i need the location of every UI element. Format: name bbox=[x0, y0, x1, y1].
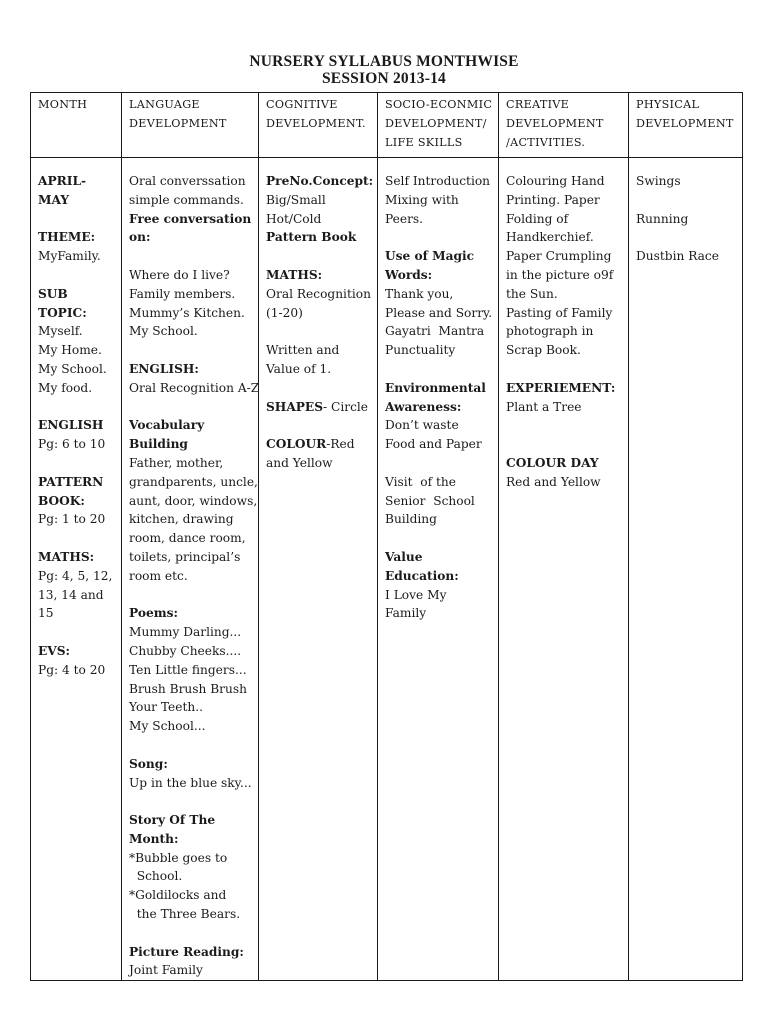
column-header-language-development bbox=[122, 93, 259, 158]
cell-spacer bbox=[38, 210, 115, 229]
cell-line: aunt, door, windows, bbox=[129, 493, 258, 508]
cell-line: Senior School bbox=[385, 493, 475, 508]
cell-line: 15 bbox=[38, 606, 54, 621]
cognitive-development-cell bbox=[259, 158, 378, 981]
cell-line: Pasting of Family bbox=[506, 305, 613, 320]
cell-line: Father, mother, bbox=[129, 455, 224, 470]
cell-line: *Bubble goes to bbox=[129, 850, 228, 865]
cell-line: Dustbin Race bbox=[636, 249, 719, 264]
column-header-line: DEVELOPMENT. bbox=[266, 117, 366, 130]
cell-line: (1-20) bbox=[266, 305, 303, 320]
cell-spacer bbox=[506, 416, 622, 435]
cell-spacer bbox=[38, 454, 115, 473]
cell-heading: TOPIC: bbox=[38, 305, 87, 320]
cell-line: the Three Bears. bbox=[129, 907, 241, 922]
cell-heading: PATTERN bbox=[38, 474, 104, 489]
cell-line: Family bbox=[385, 606, 427, 621]
cell-spacer bbox=[129, 792, 252, 811]
column-header-line: LIFE SKILLS bbox=[385, 136, 463, 149]
cell-heading: MATHS: bbox=[266, 267, 323, 282]
cell-heading: EVS: bbox=[38, 643, 71, 658]
cell-line: Food and Paper bbox=[385, 437, 482, 452]
cell-line: Handkerchief. bbox=[506, 230, 594, 245]
cell-line: Printing. Paper bbox=[506, 192, 600, 207]
cell-heading: Building bbox=[129, 437, 188, 452]
cell-line: Oral Recognition bbox=[266, 286, 371, 301]
cell-line: Building bbox=[385, 512, 437, 527]
column-header-line: MONTH bbox=[38, 98, 88, 111]
cell-line: Colouring Hand bbox=[506, 174, 605, 188]
cell-line: Mixing with bbox=[385, 192, 459, 207]
cell-heading: Picture Reading: bbox=[129, 944, 244, 959]
cell-heading: Song: bbox=[129, 756, 168, 771]
cell-heading: ENGLISH bbox=[38, 418, 104, 433]
cell-line: Your Teeth.. bbox=[129, 700, 203, 715]
cell-heading-fragment: SHAPES bbox=[266, 399, 324, 414]
cell-line: Mummy Darling... bbox=[129, 625, 242, 640]
column-header-line: DEVELOPMENT bbox=[129, 117, 227, 130]
cell-heading: MATHS: bbox=[38, 549, 95, 564]
cell-heading: SUB bbox=[38, 286, 68, 301]
cell-line bbox=[266, 398, 371, 417]
cell-heading: Environmental bbox=[385, 380, 486, 395]
cell-heading: EXPERIEMENT: bbox=[506, 380, 616, 395]
cell-line: Running bbox=[636, 211, 689, 226]
cell-line: Visit of the bbox=[385, 474, 456, 489]
cell-spacer bbox=[385, 360, 492, 379]
cell-line: in the picture o9f bbox=[506, 267, 614, 282]
cell-heading: BOOK: bbox=[38, 493, 85, 508]
cell-line: Pg: 4 to 20 bbox=[38, 662, 106, 677]
cell-heading: Use of Magic bbox=[385, 249, 475, 264]
cell-spacer bbox=[129, 736, 252, 755]
cell-heading: APRIL- bbox=[38, 174, 87, 188]
cell-line: Mummy’s Kitchen. bbox=[129, 305, 245, 320]
cell-line: Oral Recognition A-Z bbox=[129, 380, 260, 395]
cell-line: kitchen, drawing bbox=[129, 512, 234, 527]
cell-line: Plant a Tree bbox=[506, 399, 582, 414]
cell-line: grandparents, uncle, bbox=[129, 474, 258, 489]
cell-line: Family members. bbox=[129, 286, 236, 301]
column-header-physical-development bbox=[629, 93, 743, 158]
language-development-cell bbox=[122, 158, 259, 981]
cell-spacer bbox=[129, 586, 252, 605]
cell-line: Punctuality bbox=[385, 343, 456, 358]
cell-heading: on: bbox=[129, 230, 151, 245]
cell-spacer bbox=[266, 322, 371, 341]
cell-line: Pg: 1 to 20 bbox=[38, 512, 106, 527]
cell-heading: PreNo.Concept: bbox=[266, 174, 374, 188]
cell-line: toilets, principal’s bbox=[129, 549, 241, 564]
cell-line: Folding of bbox=[506, 211, 569, 226]
cell-line: Self Introduction bbox=[385, 174, 491, 188]
cell-line: Written and bbox=[266, 343, 340, 358]
cell-line: Don’t waste bbox=[385, 418, 459, 433]
cell-line: simple commands. bbox=[129, 192, 244, 207]
cell-line: *Goldilocks and bbox=[129, 888, 227, 903]
table-header-row bbox=[31, 93, 743, 158]
cell-line: Big/Small bbox=[266, 192, 326, 207]
cell-spacer bbox=[506, 435, 622, 454]
physical-development-cell bbox=[629, 158, 743, 981]
cell-heading: Education: bbox=[385, 568, 459, 583]
cell-spacer bbox=[636, 228, 736, 247]
column-header-line: DEVELOPMENT/ bbox=[385, 117, 487, 130]
cell-spacer bbox=[38, 266, 115, 285]
cell-line: My School. bbox=[38, 361, 107, 376]
cell-line: Up in the blue sky... bbox=[129, 775, 252, 790]
cell-heading-fragment: COLOUR bbox=[266, 437, 327, 452]
table-row bbox=[31, 158, 743, 981]
cell-line: Thank you, bbox=[385, 286, 454, 301]
cell-spacer bbox=[385, 529, 492, 548]
column-header-line: SOCIO-ECONMIC bbox=[385, 98, 493, 111]
cell-heading: Words: bbox=[385, 267, 433, 282]
cell-line: School. bbox=[129, 869, 183, 884]
syllabus-table bbox=[30, 92, 743, 981]
cell-line: Pg: 4, 5, 12, bbox=[38, 568, 113, 583]
cell-heading: THEME: bbox=[38, 230, 96, 245]
cell-heading: Month: bbox=[129, 831, 179, 846]
cell-line: photograph in bbox=[506, 324, 594, 339]
cell-line: and Yellow bbox=[266, 455, 333, 470]
cell-heading: COLOUR DAY bbox=[506, 455, 599, 470]
socio-economic-development-cell bbox=[378, 158, 499, 981]
column-header-cognitive-development bbox=[259, 93, 378, 158]
cell-line: Joint Family bbox=[129, 963, 203, 978]
cell-line bbox=[266, 435, 371, 454]
cell-line: room etc. bbox=[129, 568, 188, 583]
cell-line: Where do I live? bbox=[129, 267, 230, 282]
column-header-line: PHYSICAL bbox=[636, 98, 700, 111]
cell-line: Myself. bbox=[38, 324, 83, 339]
cell-heading: Free conversation bbox=[129, 211, 252, 226]
cell-line: I Love My bbox=[385, 587, 447, 602]
cell-spacer bbox=[129, 341, 252, 360]
column-header-line: /ACTIVITIES. bbox=[506, 136, 586, 149]
document-subtitle: SESSION 2013-14 bbox=[321, 70, 447, 87]
cell-line: Brush Brush Brush bbox=[129, 681, 247, 696]
column-header-line: DEVELOPMENT bbox=[506, 117, 604, 130]
cell-spacer bbox=[129, 247, 252, 266]
cell-spacer bbox=[266, 416, 371, 435]
cell-line: Value of 1. bbox=[266, 361, 332, 376]
month-cell bbox=[31, 158, 122, 981]
column-header-line: LANGUAGE bbox=[129, 98, 200, 111]
cell-line: My food. bbox=[38, 380, 93, 395]
column-header-line: DEVELOPMENT bbox=[636, 117, 734, 130]
cell-line: Paper Crumpling bbox=[506, 249, 612, 264]
cell-text-fragment: -Red bbox=[326, 437, 355, 452]
cell-line: room, dance room, bbox=[129, 531, 246, 546]
cell-line: MyFamily. bbox=[38, 249, 101, 264]
cell-spacer bbox=[129, 398, 252, 417]
cell-heading: Value bbox=[385, 549, 423, 564]
cell-heading: Vocabulary bbox=[129, 418, 205, 433]
column-header-creative-development bbox=[499, 93, 629, 158]
cell-line: the Sun. bbox=[506, 286, 558, 301]
cell-heading: Story Of The bbox=[129, 813, 216, 828]
cell-text-fragment: - Circle bbox=[323, 399, 369, 414]
cell-spacer bbox=[385, 454, 492, 473]
column-header-line: CREATIVE bbox=[506, 98, 570, 111]
cell-spacer bbox=[506, 360, 622, 379]
column-header-socio-economic-development bbox=[378, 93, 499, 158]
cell-line: 13, 14 and bbox=[38, 587, 104, 602]
cell-line: My School. bbox=[129, 324, 198, 339]
cell-spacer bbox=[38, 623, 115, 642]
column-header-month bbox=[31, 93, 122, 158]
cell-heading: MAY bbox=[38, 192, 70, 207]
cell-line: Swings bbox=[636, 174, 681, 188]
cell-line: Pg: 6 to 10 bbox=[38, 437, 106, 452]
creative-development-cell bbox=[499, 158, 629, 981]
cell-line: Gayatri Mantra bbox=[385, 324, 485, 339]
cell-line: Red and Yellow bbox=[506, 474, 601, 489]
cell-line: Peers. bbox=[385, 211, 424, 226]
cell-line: Oral converssation bbox=[129, 174, 246, 188]
cell-line: My School... bbox=[129, 719, 206, 734]
cell-heading: Pattern Book bbox=[266, 230, 357, 245]
cell-spacer bbox=[129, 924, 252, 943]
cell-spacer bbox=[636, 191, 736, 210]
cell-line: My Home. bbox=[38, 343, 102, 358]
cell-spacer bbox=[38, 398, 115, 417]
cell-line: Please and Sorry. bbox=[385, 305, 493, 320]
cell-spacer bbox=[266, 379, 371, 398]
document-title: NURSERY SYLLABUS MONTHWISE bbox=[249, 53, 519, 70]
cell-spacer bbox=[385, 228, 492, 247]
document-heading bbox=[0, 53, 768, 87]
cell-spacer bbox=[266, 247, 371, 266]
cell-heading: ENGLISH: bbox=[129, 361, 199, 376]
cell-heading: Poems: bbox=[129, 606, 178, 621]
cell-line: Chubby Cheeks.... bbox=[129, 643, 242, 658]
cell-line: Scrap Book. bbox=[506, 343, 581, 358]
cell-spacer bbox=[38, 529, 115, 548]
column-header-line: COGNITIVE bbox=[266, 98, 338, 111]
cell-line: Hot/Cold bbox=[266, 211, 322, 226]
cell-heading: Awareness: bbox=[385, 399, 462, 414]
cell-line: Ten Little fingers... bbox=[129, 662, 247, 677]
